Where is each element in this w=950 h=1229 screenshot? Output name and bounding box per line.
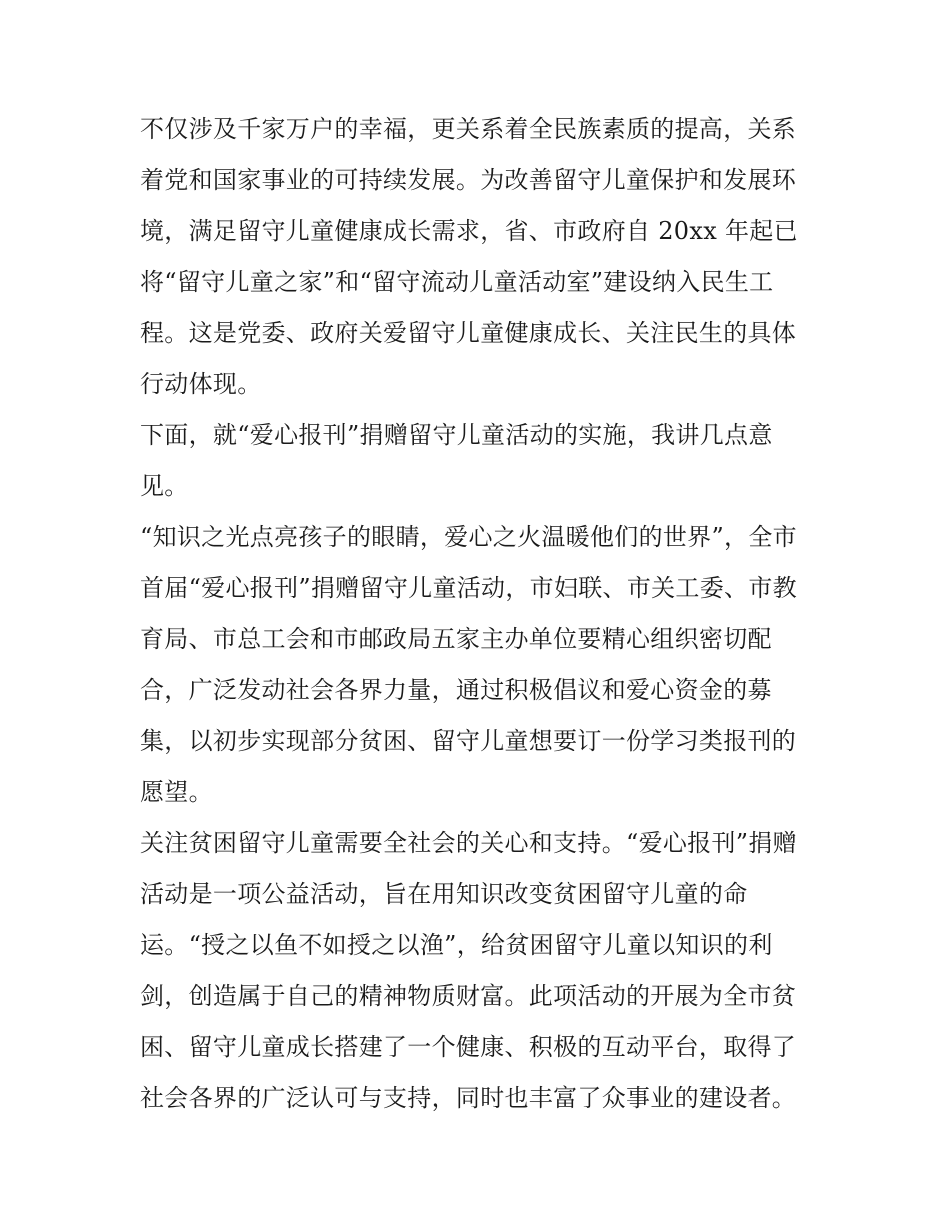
text-line: 着党和国家事业的可持续发展。为改善留守儿童保护和发展环 xyxy=(140,166,797,194)
text-line: 愿望。 xyxy=(140,778,213,806)
text-line: 困、留守儿童成长搭建了一个健康、积极的互动平台，取得了 xyxy=(140,1033,797,1061)
text-line: 将“留守儿童之家”和“留守流动儿童活动室”建设纳入民生工 xyxy=(140,268,774,296)
text-line: 首届“爱心报刊”捐赠留守儿童活动，市妇联、市关工委、市教 xyxy=(140,574,797,602)
text-line: 集，以初步实现部分贫困、留守儿童想要订一份学习类报刊的 xyxy=(140,727,797,755)
text-line: 境，满足留守儿童健康成长需求，省、市政府自 20xx 年起已 xyxy=(140,217,798,245)
text-line: 活动是一项公益活动，旨在用知识改变贫困留守儿童的命 xyxy=(140,880,748,908)
text-line: 运。“授之以鱼不如授之以渔”，给贫困留守儿童以知识的利 xyxy=(140,931,773,959)
text-line: “知识之光点亮孩子的眼睛，爱心之火温暖他们的世界”，全市 xyxy=(140,523,797,551)
text-line: 剑，创造属于自己的精神物质财富。此项活动的开展为全市贫 xyxy=(140,982,797,1010)
text-line: 行动体现。 xyxy=(140,370,262,398)
document-body xyxy=(140,104,820,1124)
text-line: 社会各界的广泛认可与支持，同时也丰富了众事业的建设者。 xyxy=(140,1084,797,1112)
text-line: 关注贫困留守儿童需要全社会的关心和支持。“爱心报刊”捐赠 xyxy=(140,829,797,857)
text-line: 下面，就“爱心报刊”捐赠留守儿童活动的实施，我讲几点意 xyxy=(140,421,773,449)
text-line: 不仅涉及千家万户的幸福，更关系着全民族素质的提高，关系 xyxy=(140,115,797,143)
text-line: 见。 xyxy=(140,472,189,500)
text-line: 育局、市总工会和市邮政局五家主办单位要精心组织密切配 xyxy=(140,625,772,653)
text-line: 合，广泛发动社会各界力量，通过积极倡议和爱心资金的募 xyxy=(140,676,772,704)
text-line: 程。这是党委、政府关爱留守儿童健康成长、关注民生的具体 xyxy=(140,319,797,347)
